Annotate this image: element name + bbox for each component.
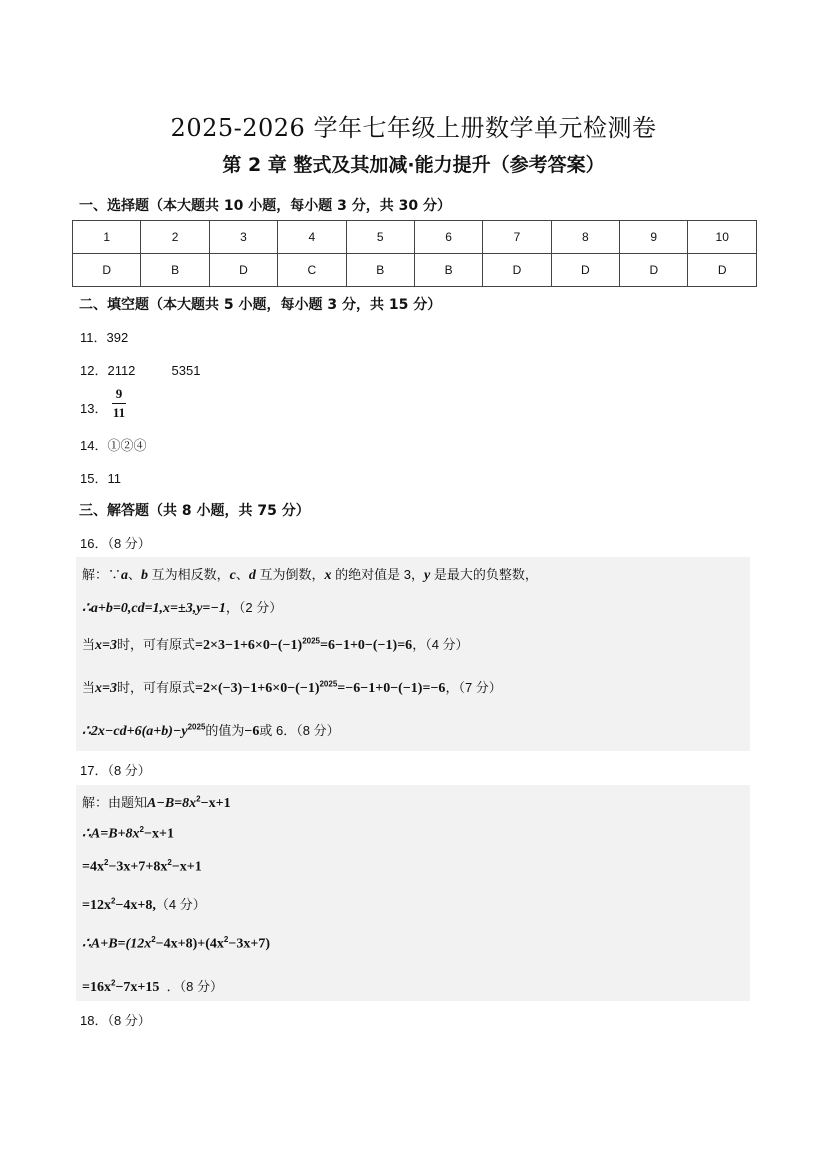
solution-16-line-3 bbox=[82, 634, 469, 654]
math-var: a bbox=[121, 568, 129, 583]
text: 当 bbox=[82, 680, 96, 695]
table-cell: 4 bbox=[278, 221, 346, 254]
math-expression: −4x+8, bbox=[115, 898, 156, 913]
math-expression: x=3 bbox=[95, 681, 117, 696]
score: ，（4 分） bbox=[412, 637, 469, 652]
table-cell: D bbox=[688, 254, 757, 287]
text: 时，可有原式 bbox=[117, 637, 196, 652]
math-expression: −x+1 bbox=[200, 796, 231, 811]
math-expression: x=3 bbox=[95, 638, 117, 653]
table-cell: 7 bbox=[483, 221, 551, 254]
text: 的绝对值是 3， bbox=[331, 567, 424, 582]
table-cell: 3 bbox=[209, 221, 277, 254]
question-16-label: 16．（8 分） bbox=[80, 536, 151, 551]
answer-13-label: 13． bbox=[80, 401, 108, 416]
solution-17-line-3 bbox=[82, 858, 202, 875]
math-expression: −7x+15 bbox=[115, 980, 160, 995]
section-2-heading: 二、填空题（本大题共 5 小题，每小题 3 分，共 15 分） bbox=[79, 297, 442, 313]
table-cell: 2 bbox=[141, 221, 209, 254]
math-value: −6 bbox=[244, 724, 260, 739]
exponent: 2 bbox=[196, 794, 201, 804]
table-row-answers bbox=[73, 254, 757, 287]
math-expression: −x+1 bbox=[144, 826, 174, 842]
score: ，（7 分） bbox=[445, 680, 502, 695]
math-var: y bbox=[423, 568, 431, 583]
solution-17-box bbox=[76, 785, 750, 1001]
answer-13-fraction bbox=[112, 386, 126, 421]
table-row-numbers bbox=[73, 221, 757, 254]
math-expression: ∴A=B+8x bbox=[82, 826, 140, 842]
exponent: 2 bbox=[110, 978, 116, 988]
math-expression: =4x bbox=[82, 859, 104, 875]
math-expression: ∴a+b=0,cd=1,x=±3,y=−1 bbox=[82, 601, 226, 616]
table-cell: D bbox=[73, 254, 141, 287]
math-expression: ∴A+B=(12x bbox=[82, 936, 152, 952]
exponent: 2 bbox=[223, 935, 229, 944]
solution-16-line-1 bbox=[82, 564, 538, 584]
exponent: 2 bbox=[103, 858, 109, 867]
score: （4 分） bbox=[155, 897, 206, 912]
math-expression: =16x bbox=[82, 980, 111, 995]
table-cell: 9 bbox=[620, 221, 688, 254]
math-expression: =−6−1+0−(−1)=−6 bbox=[337, 681, 446, 696]
math-var: x bbox=[324, 568, 332, 583]
table-cell: D bbox=[551, 254, 619, 287]
table-cell: 8 bbox=[551, 221, 619, 254]
text: 的值为 bbox=[205, 723, 245, 738]
math-expression: −4x+8)+(4x bbox=[155, 936, 224, 952]
math-expression: A−B=8x bbox=[147, 796, 197, 811]
question-18-label: 18．（8 分） bbox=[80, 1013, 151, 1028]
table-cell: 1 bbox=[73, 221, 141, 254]
text: 是最大的负整数， bbox=[430, 567, 538, 582]
table-cell: D bbox=[620, 254, 688, 287]
exponent: 2 bbox=[167, 858, 172, 867]
math-expression: =6−1+0−(−1)=6 bbox=[319, 638, 413, 653]
answer-14: 14．①②④ bbox=[80, 438, 147, 453]
text: 解：由题知 bbox=[82, 795, 148, 810]
table-cell: D bbox=[209, 254, 277, 287]
fraction-bar bbox=[112, 403, 126, 404]
question-17-label: 17．（8 分） bbox=[80, 763, 151, 778]
exponent: 2 bbox=[110, 896, 116, 906]
math-expression: ∴2x−cd+6(a+b)−y bbox=[82, 724, 188, 739]
table-cell: B bbox=[141, 254, 209, 287]
text: 或 6．（8 分） bbox=[259, 723, 340, 738]
answer-15: 15．11 bbox=[80, 471, 121, 486]
math-var: c bbox=[229, 568, 236, 583]
text: 、 bbox=[235, 567, 249, 582]
solution-17-line-2 bbox=[82, 825, 174, 842]
section-3-heading: 三、解答题（共 8 小题，共 75 分） bbox=[79, 503, 310, 519]
text: 解：∵ bbox=[82, 567, 122, 582]
table-cell: B bbox=[414, 254, 482, 287]
text: 当 bbox=[82, 637, 96, 652]
exponent: 2 bbox=[151, 935, 156, 944]
text: 互为相反数， bbox=[148, 567, 230, 582]
text: 时，可有原式 bbox=[117, 680, 196, 695]
text: 互为倒数， bbox=[255, 567, 325, 582]
page-title: 2025-2026 学年七年级上册数学单元检测卷 bbox=[170, 114, 657, 142]
exponent: 2025 bbox=[319, 679, 338, 689]
table-cell: D bbox=[483, 254, 551, 287]
solution-16-line-2 bbox=[82, 597, 282, 617]
math-expression: −x+1 bbox=[171, 859, 202, 875]
fraction-denominator: 11 bbox=[112, 405, 126, 420]
section-1-heading: 一、选择题（本大题共 10 小题，每小题 3 分，共 30 分） bbox=[79, 198, 451, 214]
table-cell: 10 bbox=[688, 221, 757, 254]
math-var: b bbox=[141, 568, 149, 583]
solution-17-line-4 bbox=[82, 894, 206, 914]
text: 、 bbox=[128, 567, 142, 582]
math-expression: =2×3−1+6×0−(−1) bbox=[195, 638, 303, 653]
solution-17-line-1 bbox=[82, 792, 231, 812]
exponent: 2025 bbox=[187, 722, 206, 732]
table-cell: B bbox=[346, 254, 414, 287]
math-expression: =12x bbox=[82, 898, 111, 913]
choice-answer-table bbox=[72, 220, 757, 287]
exponent: 2025 bbox=[302, 636, 320, 646]
math-expression: =2×(−3)−1+6×0−(−1) bbox=[195, 681, 320, 696]
exponent: 2 bbox=[139, 825, 144, 834]
math-expression: −3x+7+8x bbox=[108, 859, 168, 875]
solution-16-line-4 bbox=[82, 677, 502, 697]
page-subtitle: 第 2 章 整式及其加减·能力提升（参考答案） bbox=[222, 154, 605, 176]
solution-17-line-6 bbox=[82, 976, 223, 996]
table-cell: 6 bbox=[414, 221, 482, 254]
score: ．（8 分） bbox=[159, 979, 223, 994]
math-var: d bbox=[248, 568, 256, 583]
solution-16-line-5 bbox=[82, 720, 340, 740]
answer-12: 12．2112 5351 bbox=[80, 363, 201, 378]
solution-17-line-5 bbox=[82, 935, 270, 952]
table-cell: C bbox=[278, 254, 346, 287]
table-cell: 5 bbox=[346, 221, 414, 254]
answer-11: 11．392 bbox=[80, 330, 129, 345]
score: ，（2 分） bbox=[225, 600, 283, 615]
fraction-numerator: 9 bbox=[115, 386, 123, 401]
math-expression: −3x+7) bbox=[228, 936, 270, 952]
